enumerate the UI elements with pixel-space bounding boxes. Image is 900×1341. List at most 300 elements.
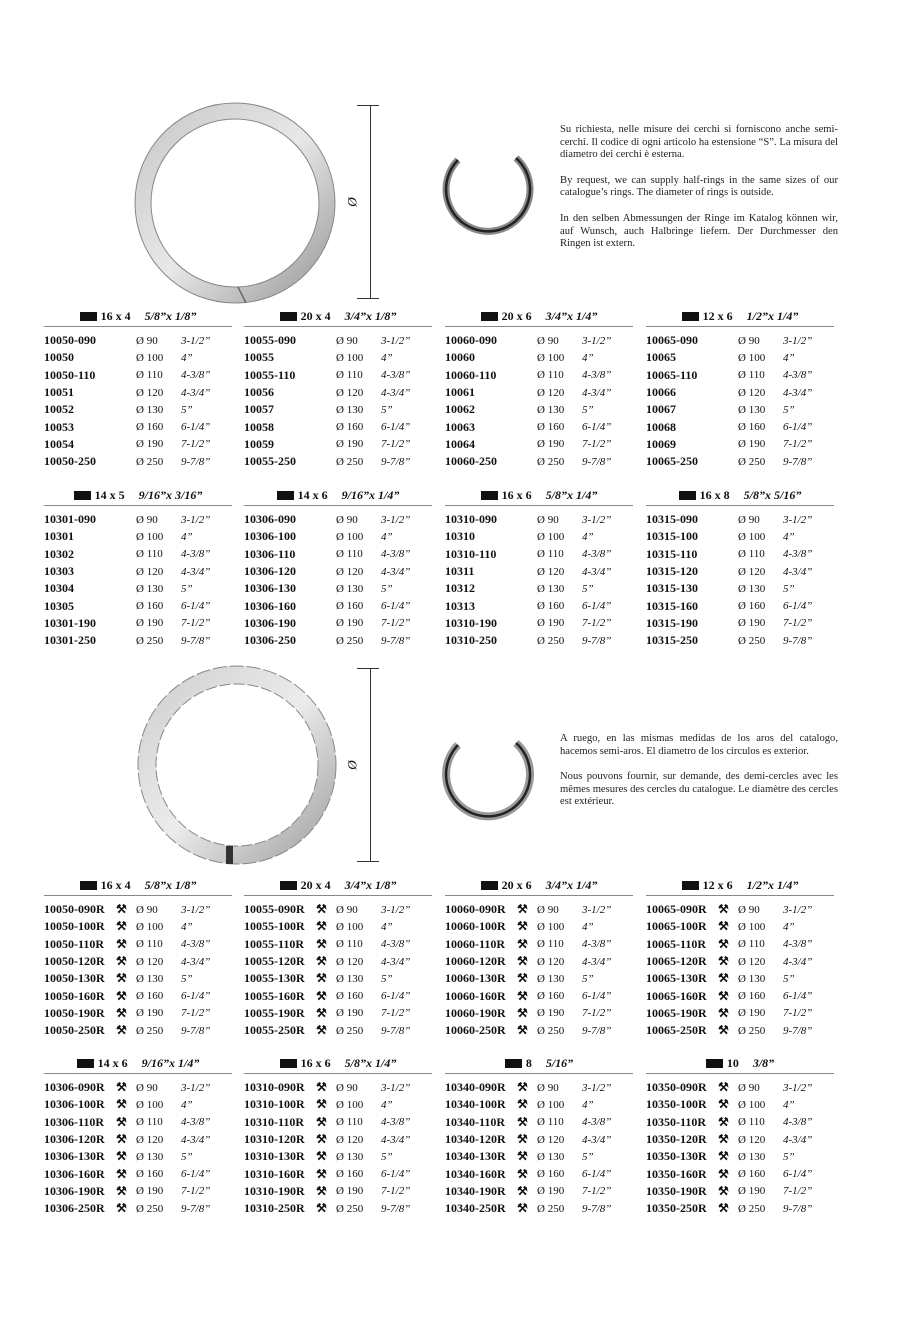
article-code: 10306-190R: [44, 1183, 105, 1198]
diameter-mm: Ø 160: [738, 600, 766, 613]
hammer-icon: ⚒: [316, 954, 327, 969]
diameter-inch: 5”: [181, 1150, 193, 1163]
table-row: [646, 1148, 834, 1165]
hammer-icon: ⚒: [116, 902, 127, 917]
hammer-icon: ⚒: [517, 971, 528, 986]
hammer-icon: ⚒: [116, 1183, 127, 1198]
table-row: [244, 528, 432, 545]
diameter-inch: 9-7/8”: [381, 1024, 411, 1037]
table-row: [44, 1131, 232, 1148]
diameter-mm: Ø 160: [738, 1168, 766, 1181]
table-row: [44, 332, 232, 349]
size-table-header: [646, 1056, 834, 1074]
diameter-inch: 4”: [381, 530, 393, 543]
article-code: 10055-160R: [244, 988, 305, 1003]
article-code: 10350-130R: [646, 1149, 707, 1164]
diameter-dimension-line: [370, 105, 371, 299]
diameter-mm: Ø 110: [336, 938, 363, 951]
table-row: [445, 1200, 633, 1217]
table-row: [244, 936, 432, 953]
hammered-half-ring-image: [438, 735, 538, 825]
size-table-header: [44, 488, 232, 506]
diameter-mm: Ø 110: [738, 938, 765, 951]
smooth-ring-image: [130, 98, 340, 308]
table-row: [244, 1114, 432, 1131]
hammer-icon: ⚒: [517, 919, 528, 934]
diameter-inch: 7-1/2”: [381, 438, 411, 451]
diameter-mm: Ø 250: [537, 455, 565, 468]
note-spanish: A ruego, en las mismas medidas de los aros del catalogo, hacemos semi-aros. El diametro de los circulos es exterior.: [560, 733, 838, 757]
hammer-icon: ⚒: [517, 1114, 528, 1129]
table-row: [44, 615, 232, 632]
article-code: 10305: [44, 598, 74, 613]
diameter-mm: Ø 250: [738, 455, 766, 468]
diameter-inch: 6-1/4”: [582, 600, 612, 613]
diameter-mm: Ø 100: [136, 351, 164, 364]
hammer-icon: ⚒: [316, 902, 327, 917]
article-code: 10060-120R: [445, 954, 506, 969]
diameter-inch: 9-7/8”: [783, 1202, 813, 1215]
article-code: 10306-120: [244, 564, 296, 579]
article-code: 10066: [646, 385, 676, 400]
diameter-inch: 4-3/4”: [181, 1133, 211, 1146]
inch-size: 1/2”x 1/4”: [746, 878, 799, 892]
diameter-inch: 3-1/2”: [381, 513, 411, 526]
diameter-mm: Ø 100: [738, 1098, 766, 1111]
diameter-inch: 4-3/8”: [783, 1116, 813, 1129]
metric-size: 16 x 4: [100, 309, 131, 323]
article-code: 10055-120R: [244, 954, 305, 969]
table-row: [646, 563, 834, 580]
metric-size: 14 x 6: [97, 1056, 128, 1070]
diameter-inch: 9-7/8”: [582, 1202, 612, 1215]
article-code: 10302: [44, 546, 74, 561]
article-code: 10065-110R: [646, 936, 706, 951]
size-table: [646, 309, 834, 470]
table-row: [244, 1096, 432, 1113]
table-row: [646, 436, 834, 453]
table-row: [244, 901, 432, 918]
article-code: 10306-160R: [44, 1166, 105, 1181]
article-code: 10065-120R: [646, 954, 707, 969]
table-row: [445, 367, 633, 384]
size-table-header: [44, 1056, 232, 1074]
table-row: [445, 1114, 633, 1131]
diameter-mm: Ø 130: [537, 403, 565, 416]
diameter-inch: 9-7/8”: [181, 1202, 211, 1215]
diameter-inch: 7-1/2”: [181, 438, 211, 451]
diameter-mm: Ø 120: [738, 565, 766, 578]
diameter-inch: 7-1/2”: [181, 1185, 211, 1198]
article-code: 10306-190: [244, 615, 296, 630]
article-code: 10306-090: [244, 512, 296, 527]
size-table: [646, 1056, 834, 1217]
article-code: 10065-250R: [646, 1023, 707, 1038]
diameter-inch: 9-7/8”: [381, 1202, 411, 1215]
article-code: 10306-130: [244, 581, 296, 596]
diameter-mm: Ø 100: [537, 530, 565, 543]
size-table: [445, 1056, 633, 1217]
article-code: 10313: [445, 598, 475, 613]
article-code: 10055-110R: [244, 936, 304, 951]
table-row: [44, 511, 232, 528]
diameter-mm: Ø 160: [136, 1168, 164, 1181]
article-code: 10340-110R: [445, 1114, 505, 1129]
diameter-symbol: Ø: [344, 197, 360, 207]
diameter-mm: Ø 110: [336, 1116, 363, 1129]
diameter-inch: 3-1/2”: [783, 334, 813, 347]
square-bar-icon: [77, 1059, 94, 1068]
diameter-inch: 3-1/2”: [381, 334, 411, 347]
diameter-inch: 3-1/2”: [582, 334, 612, 347]
diameter-inch: 7-1/2”: [783, 617, 813, 630]
article-code: 10059: [244, 436, 274, 451]
diameter-inch: 3-1/2”: [181, 513, 211, 526]
hammer-icon: ⚒: [316, 1149, 327, 1164]
metric-size: 16 x 6: [300, 1056, 331, 1070]
article-code: 10052: [44, 402, 74, 417]
diameter-inch: 6-1/4”: [783, 600, 813, 613]
diameter-mm: Ø 130: [136, 582, 164, 595]
diameter-inch: 7-1/2”: [582, 1007, 612, 1020]
diameter-mm: Ø 110: [537, 548, 564, 561]
table-row: [44, 1022, 232, 1039]
table-row: [244, 1005, 432, 1022]
diameter-inch: 3-1/2”: [181, 903, 211, 916]
article-code: 10055-100R: [244, 919, 305, 934]
diameter-inch: 5”: [381, 972, 393, 985]
diameter-inch: 4-3/4”: [381, 565, 411, 578]
table-row: [44, 936, 232, 953]
hammer-icon: ⚒: [718, 1023, 729, 1038]
diameter-mm: Ø 160: [136, 990, 164, 1003]
hammer-icon: ⚒: [718, 1097, 729, 1112]
diameter-mm: Ø 130: [537, 582, 565, 595]
diameter-mm: Ø 90: [136, 1081, 158, 1094]
table-row: [646, 1114, 834, 1131]
diameter-mm: Ø 190: [738, 438, 766, 451]
article-code: 10060: [445, 350, 475, 365]
diameter-inch: 4”: [381, 1098, 393, 1111]
square-bar-icon: [280, 1059, 297, 1068]
article-code: 10057: [244, 402, 274, 417]
table-row: [244, 453, 432, 470]
article-code: 10067: [646, 402, 676, 417]
diameter-mm: Ø 160: [537, 600, 565, 613]
table-row: [445, 1022, 633, 1039]
diameter-inch: 4-3/4”: [181, 955, 211, 968]
table-row: [44, 436, 232, 453]
hammer-icon: ⚒: [316, 919, 327, 934]
diameter-mm: Ø 100: [537, 351, 565, 364]
article-code: 10340-130R: [445, 1149, 506, 1164]
article-code: 10350-110R: [646, 1114, 706, 1129]
diameter-inch: 4-3/8”: [783, 938, 813, 951]
diameter-mm: Ø 120: [537, 1133, 565, 1146]
article-code: 10053: [44, 419, 74, 434]
diameter-mm: Ø 130: [136, 1150, 164, 1163]
table-row: [244, 1183, 432, 1200]
diameter-mm: Ø 110: [336, 369, 363, 382]
table-row: [646, 970, 834, 987]
size-table: [445, 878, 633, 1039]
article-code: 10050-250R: [44, 1023, 105, 1038]
size-table-header: [244, 878, 432, 896]
table-row: [445, 1005, 633, 1022]
diameter-mm: Ø 190: [537, 438, 565, 451]
table-row: [646, 453, 834, 470]
article-code: 10315-120: [646, 564, 698, 579]
table-row: [646, 332, 834, 349]
diameter-inch: 3-1/2”: [582, 1081, 612, 1094]
table-row: [445, 580, 633, 597]
article-code: 10315-100: [646, 529, 698, 544]
hammer-icon: ⚒: [116, 971, 127, 986]
article-code: 10306-100R: [44, 1097, 105, 1112]
article-code: 10055-090R: [244, 902, 305, 917]
diameter-mm: Ø 190: [136, 1185, 164, 1198]
diameter-mm: Ø 110: [136, 938, 163, 951]
table-row: [445, 1183, 633, 1200]
diameter-mm: Ø 90: [738, 1081, 760, 1094]
article-code: 10310-250: [445, 633, 497, 648]
table-row: [646, 1079, 834, 1096]
diameter-mm: Ø 160: [738, 990, 766, 1003]
hammer-icon: ⚒: [316, 1080, 327, 1095]
diameter-inch: 4-3/8”: [381, 548, 411, 561]
diameter-inch: 3-1/2”: [582, 903, 612, 916]
diameter-inch: 4”: [582, 920, 594, 933]
table-row: [244, 436, 432, 453]
hammered-ring-image: [132, 660, 342, 870]
diameter-mm: Ø 100: [336, 920, 364, 933]
diameter-mm: Ø 100: [738, 530, 766, 543]
table-row: [44, 418, 232, 435]
inch-size: 5/8”x 5/16”: [743, 488, 802, 502]
diameter-mm: Ø 120: [537, 386, 565, 399]
diameter-mm: Ø 120: [136, 1133, 164, 1146]
diameter-inch: 4”: [783, 351, 795, 364]
diameter-mm: Ø 90: [336, 513, 358, 526]
diameter-mm: Ø 160: [537, 421, 565, 434]
size-table: [44, 488, 232, 649]
table-row: [244, 597, 432, 614]
article-code: 10060-090: [445, 333, 497, 348]
table-row: [445, 597, 633, 614]
table-row: [646, 1131, 834, 1148]
table-row: [244, 970, 432, 987]
square-bar-icon: [80, 312, 97, 321]
size-table-header: [646, 309, 834, 327]
table-row: [44, 367, 232, 384]
table-row: [646, 418, 834, 435]
table-row: [646, 936, 834, 953]
article-code: 10310-090R: [244, 1080, 305, 1095]
table-row: [44, 1200, 232, 1217]
diameter-mm: Ø 130: [336, 972, 364, 985]
hammer-icon: ⚒: [517, 1166, 528, 1181]
inch-size: 3/4”x 1/4”: [545, 309, 598, 323]
article-code: 10310-120R: [244, 1132, 305, 1147]
diameter-inch: 5”: [381, 1150, 393, 1163]
hammer-icon: ⚒: [718, 1080, 729, 1095]
diameter-mm: Ø 250: [336, 634, 364, 647]
article-code: 10050-110: [44, 367, 96, 382]
diameter-mm: Ø 160: [136, 421, 164, 434]
article-code: 10065-090R: [646, 902, 707, 917]
table-row: [445, 987, 633, 1004]
table-row: [44, 1005, 232, 1022]
table-row: [646, 511, 834, 528]
diameter-inch: 4”: [783, 1098, 795, 1111]
table-row: [646, 1005, 834, 1022]
size-table: [44, 309, 232, 470]
article-code: 10060-250: [445, 454, 497, 469]
article-code: 10306-130R: [44, 1149, 105, 1164]
table-row: [44, 987, 232, 1004]
diameter-mm: Ø 100: [336, 351, 364, 364]
diameter-mm: Ø 130: [336, 403, 364, 416]
diameter-mm: Ø 190: [738, 1007, 766, 1020]
inch-size: 1/2”x 1/4”: [746, 309, 799, 323]
article-code: 10050-100R: [44, 919, 105, 934]
article-code: 10055: [244, 350, 274, 365]
hammer-icon: ⚒: [316, 1114, 327, 1129]
diameter-mm: Ø 90: [738, 903, 760, 916]
article-code: 10301-250: [44, 633, 96, 648]
article-code: 10310-110: [445, 546, 497, 561]
hammer-icon: ⚒: [116, 1166, 127, 1181]
diameter-mm: Ø 110: [537, 369, 564, 382]
table-row: [646, 580, 834, 597]
diameter-inch: 7-1/2”: [582, 617, 612, 630]
diameter-inch: 4”: [181, 351, 193, 364]
diameter-mm: Ø 250: [537, 1202, 565, 1215]
article-code: 10306-120R: [44, 1132, 105, 1147]
diameter-inch: 9-7/8”: [181, 1024, 211, 1037]
table-row: [244, 546, 432, 563]
hammer-icon: ⚒: [718, 1005, 729, 1020]
article-code: 10056: [244, 385, 274, 400]
size-table-header: [44, 878, 232, 896]
diameter-mm: Ø 190: [336, 438, 364, 451]
diameter-mm: Ø 90: [738, 513, 760, 526]
table-row: [244, 367, 432, 384]
diameter-inch: 7-1/2”: [582, 438, 612, 451]
size-table-header: [244, 1056, 432, 1074]
article-code: 10306-110R: [44, 1114, 104, 1129]
hammer-icon: ⚒: [718, 1149, 729, 1164]
inch-size: 9/16”x 1/4”: [341, 488, 400, 502]
diameter-inch: 4-3/4”: [381, 955, 411, 968]
hammer-icon: ⚒: [316, 1132, 327, 1147]
article-code: 10340-100R: [445, 1097, 506, 1112]
square-bar-icon: [280, 312, 297, 321]
diameter-mm: Ø 250: [336, 1024, 364, 1037]
table-row: [244, 1022, 432, 1039]
diameter-inch: 6-1/4”: [582, 421, 612, 434]
table-row: [646, 546, 834, 563]
diameter-inch: 3-1/2”: [381, 903, 411, 916]
metric-size: 10: [726, 1056, 739, 1070]
diameter-inch: 6-1/4”: [381, 600, 411, 613]
diameter-inch: 4-3/4”: [783, 955, 813, 968]
diameter-mm: Ø 250: [336, 1202, 364, 1215]
table-row: [445, 384, 633, 401]
diameter-inch: 5”: [381, 582, 393, 595]
table-row: [445, 349, 633, 366]
table-row: [44, 1183, 232, 1200]
table-row: [44, 632, 232, 649]
table-row: [244, 1131, 432, 1148]
diameter-mm: Ø 160: [336, 1168, 364, 1181]
note-english: By request, we can supply half-rings in the same sizes of our catalogue’s rings. The diameter of rings is outside.: [560, 174, 838, 199]
diameter-inch: 4-3/4”: [381, 386, 411, 399]
diameter-mm: Ø 120: [738, 386, 766, 399]
diameter-inch: 4-3/8”: [582, 369, 612, 382]
diameter-mm: Ø 250: [738, 1024, 766, 1037]
table-row: [646, 1096, 834, 1113]
table-row: [44, 528, 232, 545]
diameter-mm: Ø 190: [738, 1185, 766, 1198]
article-code: 10340-160R: [445, 1166, 506, 1181]
diameter-inch: 4”: [582, 1098, 594, 1111]
table-row: [44, 349, 232, 366]
metric-size: 16 x 4: [100, 878, 131, 892]
article-code: 10310-090: [445, 512, 497, 527]
size-table-header: [244, 488, 432, 506]
article-code: 10310-190R: [244, 1183, 305, 1198]
diameter-inch: 5”: [181, 972, 193, 985]
article-code: 10064: [445, 436, 475, 451]
metric-size: 14 x 6: [297, 488, 328, 502]
article-code: 10340-250R: [445, 1201, 506, 1216]
diameter-mm: Ø 90: [336, 903, 358, 916]
article-code: 10303: [44, 564, 74, 579]
table-row: [244, 918, 432, 935]
diameter-inch: 4”: [381, 920, 393, 933]
table-row: [646, 918, 834, 935]
article-code: 10065-110: [646, 367, 698, 382]
article-code: 10306-250R: [44, 1201, 105, 1216]
hammer-icon: ⚒: [517, 1149, 528, 1164]
table-row: [244, 987, 432, 1004]
diameter-mm: Ø 130: [738, 972, 766, 985]
square-bar-icon: [277, 491, 294, 500]
article-code: 10060-110: [445, 367, 497, 382]
table-row: [646, 597, 834, 614]
diameter-inch: 9-7/8”: [783, 634, 813, 647]
diameter-mm: Ø 190: [136, 438, 164, 451]
diameter-inch: 4-3/4”: [783, 1133, 813, 1146]
table-row: [445, 1096, 633, 1113]
hammer-icon: ⚒: [517, 954, 528, 969]
diameter-inch: 4-3/4”: [783, 565, 813, 578]
table-row: [244, 384, 432, 401]
diameter-mm: Ø 120: [336, 1133, 364, 1146]
hammer-icon: ⚒: [718, 1166, 729, 1181]
article-code: 10068: [646, 419, 676, 434]
hammer-icon: ⚒: [116, 936, 127, 951]
hammer-icon: ⚒: [116, 1023, 127, 1038]
article-code: 10058: [244, 419, 274, 434]
diameter-mm: Ø 160: [336, 600, 364, 613]
hammer-icon: ⚒: [116, 1201, 127, 1216]
article-code: 10050-120R: [44, 954, 105, 969]
table-row: [646, 901, 834, 918]
hammer-icon: ⚒: [316, 1166, 327, 1181]
diameter-inch: 5”: [783, 972, 795, 985]
